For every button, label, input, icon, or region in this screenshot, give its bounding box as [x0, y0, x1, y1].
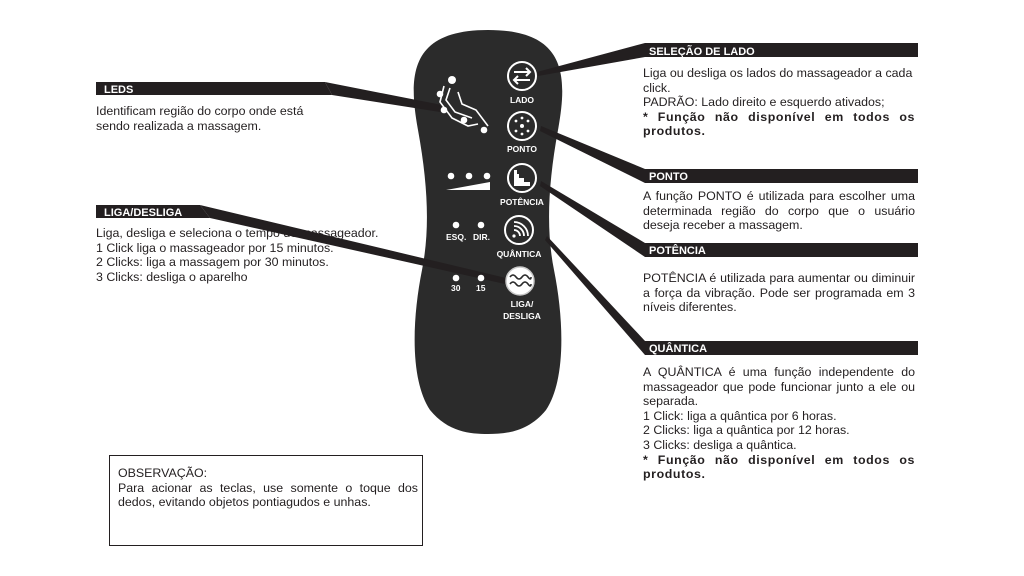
body-led-3 [461, 117, 468, 124]
liga-desliga-button[interactable] [506, 267, 534, 295]
lado-button[interactable] [508, 62, 536, 90]
quantica-label: QUÂNTICA [496, 249, 542, 259]
observation-body: Para acionar as teclas, use somente o toque dos dedos, evitando objetos pontiagudos e unhas. [118, 480, 418, 510]
power-led-3 [484, 173, 491, 180]
ponto-label: PONTO [506, 144, 538, 154]
esq-label: ESQ. [446, 232, 467, 242]
led-30 [453, 275, 460, 282]
selecao-text: Liga ou desliga os lados do massageador a cada click. PADRÃO: Lado direito e esquerdo ativados; * Função não disponível em todos os produtos. [643, 66, 915, 139]
led-dir [478, 222, 485, 229]
quantica-text: A QUÂNTICA é uma função independente do massageador que pode funcionar junto a ele ou separada. 1 Click: liga a quântica por 6 horas. 2 Clicks: liga a quântica por 12 horas. 3 Clicks: desliga a quântica. * Função não disponível em todos os produtos. [643, 365, 915, 482]
potencia-text: POTÊNCIA é utilizada para aumentar ou diminuir a força da vibração. Pode ser programada em 3 níveis diferentes. [643, 271, 915, 315]
quantica-title: QUÂNTICA [649, 343, 708, 355]
dir-label: DIR. [473, 232, 490, 242]
ponto-title: PONTO [649, 171, 688, 183]
led-15 [478, 275, 485, 282]
led-esq [453, 222, 460, 229]
liga-label-line1: LIGA/ [510, 299, 534, 309]
timer-15-label: 15 [476, 283, 486, 293]
timer-30-label: 30 [451, 283, 461, 293]
potencia-label: POTÊNCIA [500, 197, 544, 207]
liga-label-line2: DESLIGA [503, 311, 541, 321]
lado-label: LADO [509, 95, 535, 105]
ponto-button[interactable] [508, 112, 536, 140]
power-led-2 [466, 173, 473, 180]
body-led-4 [481, 127, 488, 134]
liga-title: LIGA/DESLIGA [104, 207, 183, 219]
body-led-1 [437, 91, 444, 98]
observation-text [118, 466, 418, 510]
power-led-1 [448, 173, 455, 180]
body-led-2 [441, 107, 448, 114]
potencia-button[interactable] [508, 164, 536, 192]
quantica-button[interactable] [505, 216, 533, 244]
potencia-title: POTÊNCIA [649, 245, 706, 257]
ponto-text: A função PONTO é utilizada para escolher uma determinada região do corpo que o usuário deseja receber a massagem. [643, 189, 915, 233]
leds-title: LEDS [104, 84, 134, 96]
selecao-title: SELEÇÃO DE LADO [649, 46, 755, 58]
leds-text: Identificam região do corpo onde está sendo realizada a massagem. [96, 104, 304, 133]
liga-text: Liga, desliga e seleciona o tempo de massageador. 1 Click liga o massageador por 15 minutos. 2 Clicks: liga a massagem por 30 minutos. 3 Clicks: desliga o aparelho [96, 226, 379, 284]
leader-ponto [540, 126, 645, 183]
observation-title: OBSERVAÇÃO: [118, 466, 208, 480]
